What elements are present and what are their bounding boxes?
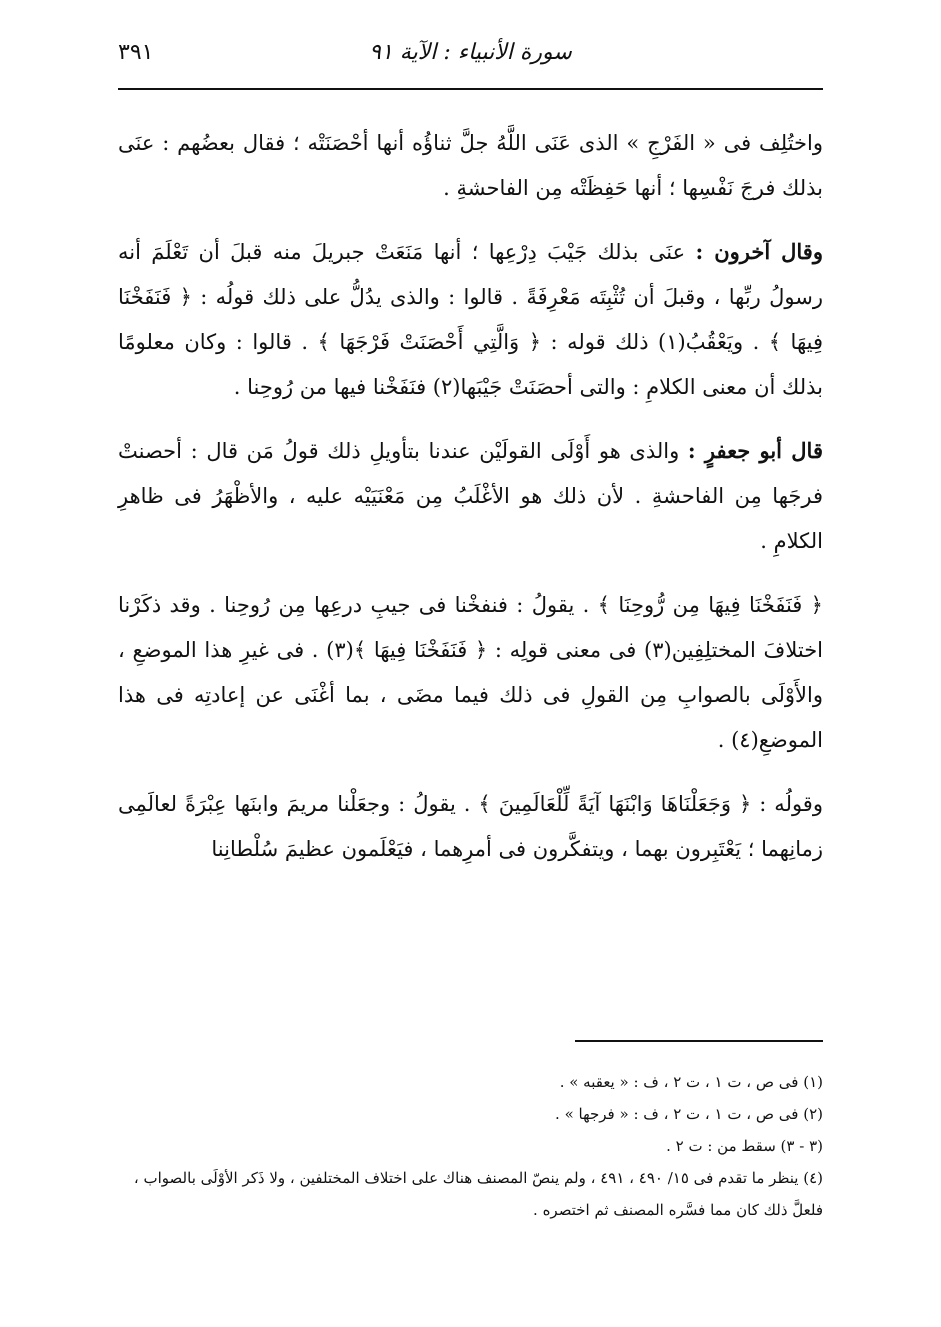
footnotes — [118, 1066, 823, 1226]
footnote: (١) فى ص ، ت ١ ، ت ٢ ، ف : « يعقبه » . — [559, 1073, 823, 1091]
paragraph-lead: وقال آخرون : — [695, 239, 823, 264]
header-rule — [118, 88, 823, 90]
paragraph-text: والذى هو أَوْلَى القولَيْن عندنا بتأويلِ ذلك قولُ مَن قال : أحصنتْ فرجَها مِن الفاحشةِ . لأن ذلك هو الأغْلَبُ مِن مَعْنَيَيْه عليه ، والأظْهَرُ فى ظاهرِ الكلامِ . — [118, 439, 823, 553]
paragraph — [118, 229, 823, 410]
paragraph — [118, 120, 823, 211]
paragraph — [118, 428, 823, 564]
paragraph-text: ﴿ فَنَفَخْنَا فِيهَا مِن رُّوحِنَا ﴾ . يقولُ : فنفخْنا فى جيبِ درعِها مِن رُوحِنا . وقد ذكَرْنا اختلافَ المختلِفِين(٣) فى معنى قولِه : ﴿ فَنَفَخْنَا فِيهَا ﴾(٣) . فى غيرِ هذا الموضعِ ، والأَوْلَى بالصوابِ مِن القولِ فى ذلك فيما مضَى ، بما أغْنَى عن إعادتِه فى هذا الموضعِ(٤) . — [118, 593, 824, 752]
page-header — [118, 40, 823, 84]
running-title: سورة الأنبياء : الآية ٩١ — [369, 40, 572, 65]
paragraph-text: وقولُه : ﴿ وَجَعَلْنَاهَا وَابْنَهَا آيَةً لِّلْعَالَمِينَ ﴾ . يقولُ : وجعَلْنا مريمَ وابنَها عِبْرَةً لعالَمِى زمانِهما ؛ يَعْتَبِرون بهما ، ويتفكَّرون فى أمرِهما ، فيَعْلَمون عظيمَ سُلْطانِنا — [118, 792, 823, 861]
footnote: (٤) ينظر ما تقدم فى ١٥/ ٤٩٠ ، ٤٩١ ، ولم ينصّ المصنف هناك على اختلاف المختلفين ، ولا ذَكر الأوْلَى بالصواب ، فلعلَّ ذلك كان مما فسَّره المصنف ثم اختصره . — [133, 1169, 823, 1219]
footnote: (٣ - ٣) سقط من : ت ٢ . — [666, 1137, 823, 1155]
paragraph-lead: قال أبو جعفرٍ : — [687, 438, 823, 463]
footnote: (٢) فى ص ، ت ١ ، ت ٢ ، ف : « فرجها » . — [555, 1105, 823, 1123]
paragraph-text: عنَى بذلك جَيْبَ دِرْعِها ؛ أنها مَنَعَتْ جبريلَ منه قبلَ أن تَعْلَمَ أنه رسولُ ربِّها ، وقبلَ أن تُثْبِتَه مَعْرِفَةً . قالوا : والذى يدُلُّ على ذلك قولُه : ﴿ فَنَفَخْنَا فِيهَا ﴾ . ويَعْقُبُ(١) ذلك قوله : ﴿ وَالَّتِي أَحْصَنَتْ فَرْجَهَا ﴾ . قالوا : وكان معلومًا بذلك أن معنى الكلامِ : والتى أحصَنَتْ جَيْبَها(٢) فنَفَخْنا فيها من رُوحِنا . — [118, 240, 824, 399]
paragraph — [118, 582, 823, 763]
paragraph — [118, 781, 823, 872]
main-text — [118, 120, 823, 890]
page-number: ٣٩١ — [118, 40, 154, 65]
paragraph-text: واختُلِف فى « الفَرْجِ » الذى عَنَى اللَّهُ جلَّ ثناؤُه أنها أحْصَنَتْه ؛ فقال بعضُهم : عنَى بذلك فرجَ نَفْسِها ؛ أنها حَفِظَتْه مِن الفاحشةِ . — [118, 131, 823, 200]
footnote-rule — [575, 1040, 823, 1042]
